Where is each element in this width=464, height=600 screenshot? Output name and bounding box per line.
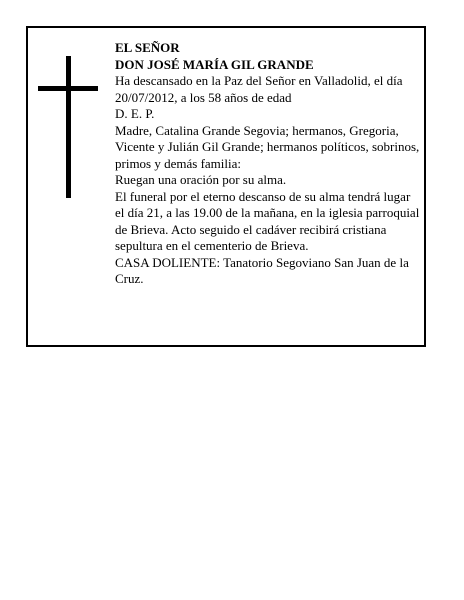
cross-icon	[38, 56, 98, 198]
obituary-notice	[26, 26, 426, 347]
rested-statement: Ha descansado en la Paz del Señor en Valladolid, el día 20/07/2012, a los 58 años de edad	[115, 73, 403, 105]
family-list: Madre, Catalina Grande Segovia; hermanos, Gregoria, Vicente y Julián Gil Grande; hermanos políticos, sobrinos, primos y demás familia:	[115, 122, 420, 171]
notice-heading-title: EL SEÑOR	[115, 40, 180, 55]
cross-horizontal-bar	[38, 86, 98, 91]
mourning-house: CASA DOLIENTE: Tanatorio Segoviano San Juan de la Cruz.	[115, 254, 409, 286]
cross-vertical-bar	[66, 56, 71, 198]
deceased-name: DON JOSÉ MARÍA GIL GRANDE	[115, 56, 314, 72]
notice-body	[115, 40, 421, 288]
dep-abbreviation: D. E. P.	[115, 106, 155, 121]
funeral-details: El funeral por el eterno descanso de su alma tendrá lugar el día 21, a las 19.00 de la mañana, en la iglesia parroquial de Brieva. Acto seguido el cadáver recibirá cristiana sepultura en el cementerio de Brieva.	[115, 188, 420, 253]
prayer-request: Ruegan una oración por su alma.	[115, 172, 287, 187]
